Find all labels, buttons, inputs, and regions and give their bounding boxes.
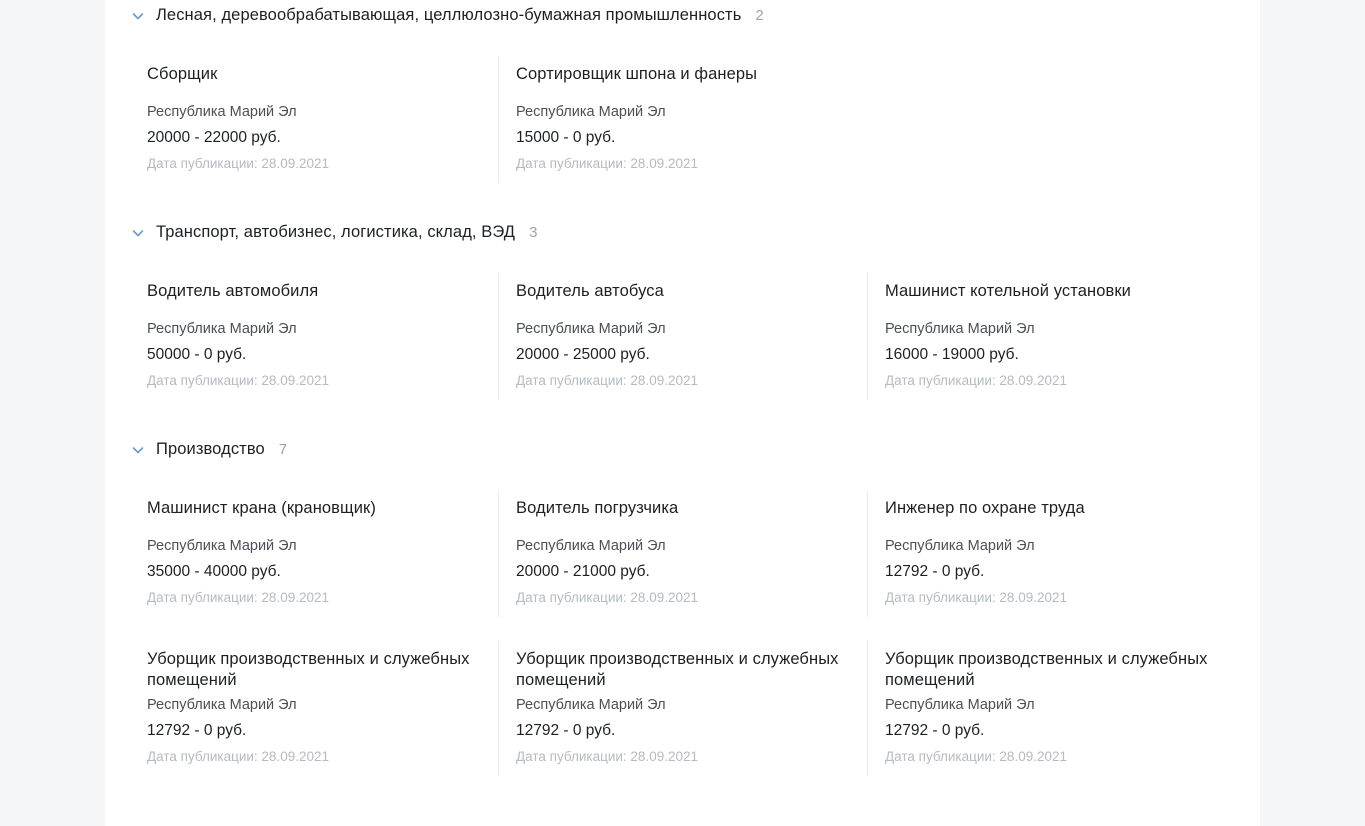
vacancy-grid [129, 44, 1236, 195]
vacancy-card[interactable] [498, 44, 867, 195]
vacancy-salary: 20000 - 22000 руб. [147, 129, 281, 146]
vacancy-card[interactable] [129, 44, 498, 195]
vacancy-region: Республика Марий Эл [885, 697, 1035, 713]
vacancy-card[interactable] [129, 629, 498, 788]
vacancy-card[interactable] [867, 261, 1236, 412]
vacancy-groups [105, 0, 1260, 810]
vacancy-region: Республика Марий Эл [147, 321, 297, 337]
vacancy-card[interactable] [867, 478, 1236, 629]
vacancy-region: Республика Марий Эл [516, 321, 666, 337]
vacancy-group [129, 434, 1236, 810]
vacancy-salary: 12792 - 0 руб. [885, 563, 985, 580]
vacancy-region: Республика Марий Эл [516, 104, 666, 120]
vacancy-title[interactable]: Уборщик производственных и служебных помещений [147, 650, 470, 689]
group-header[interactable] [129, 434, 1236, 464]
vacancy-card[interactable] [867, 629, 1236, 788]
vacancy-date: Дата публикации: 28.09.2021 [885, 749, 1067, 764]
vacancy-salary: 12792 - 0 руб. [516, 722, 616, 739]
group-count: 2 [755, 6, 764, 24]
vacancy-title[interactable]: Уборщик производственных и служебных помещений [516, 650, 839, 689]
vacancy-salary: 35000 - 40000 руб. [147, 563, 281, 580]
group-title: Лесная, деревообрабатывающая, целлюлозно-бумажная промышленность [156, 5, 742, 24]
vacancy-region: Республика Марий Эл [516, 538, 666, 554]
vacancy-card[interactable] [129, 478, 498, 629]
vacancy-region: Республика Марий Эл [147, 104, 297, 120]
vacancy-grid [129, 478, 1236, 788]
vacancy-date: Дата публикации: 28.09.2021 [147, 373, 329, 388]
vacancy-title[interactable]: Инженер по охране труда [885, 499, 1085, 517]
group-title: Транспорт, автобизнес, логистика, склад, ВЭД [156, 222, 516, 241]
vacancy-title[interactable]: Машинист котельной установки [885, 282, 1131, 300]
vacancy-date: Дата публикации: 28.09.2021 [516, 749, 698, 764]
vacancy-title[interactable]: Водитель погрузчика [516, 499, 679, 517]
vacancy-region: Республика Марий Эл [885, 321, 1035, 337]
vacancy-date: Дата публикации: 28.09.2021 [885, 373, 1067, 388]
vacancy-date: Дата публикации: 28.09.2021 [147, 590, 329, 605]
vacancy-region: Республика Марий Эл [147, 538, 297, 554]
vacancy-region: Республика Марий Эл [147, 697, 297, 713]
vacancy-salary: 12792 - 0 руб. [885, 722, 985, 739]
vacancy-date: Дата публикации: 28.09.2021 [885, 590, 1067, 605]
vacancy-title[interactable]: Уборщик производственных и служебных помещений [885, 650, 1208, 689]
vacancy-region: Республика Марий Эл [516, 697, 666, 713]
vacancy-date: Дата публикации: 28.09.2021 [147, 749, 329, 764]
vacancy-title[interactable]: Машинист крана (крановщик) [147, 499, 376, 517]
group-header[interactable] [129, 217, 1236, 247]
vacancy-card[interactable] [129, 261, 498, 412]
group-spacer [129, 195, 1236, 217]
vacancy-group [129, 217, 1236, 434]
group-header[interactable] [129, 0, 1236, 30]
vacancy-salary: 12792 - 0 руб. [147, 722, 247, 739]
chevron-down-icon[interactable] [129, 224, 147, 242]
group-count: 3 [529, 223, 538, 241]
vacancy-region: Республика Марий Эл [885, 538, 1035, 554]
vacancy-salary: 15000 - 0 руб. [516, 129, 616, 146]
vacancy-card[interactable] [498, 629, 867, 788]
group-spacer [129, 788, 1236, 810]
vacancy-date: Дата публикации: 28.09.2021 [147, 156, 329, 171]
vacancy-grid [129, 261, 1236, 412]
chevron-down-icon[interactable] [129, 7, 147, 25]
vacancy-group [129, 0, 1236, 217]
vacancy-salary: 20000 - 21000 руб. [516, 563, 650, 580]
vacancy-salary: 20000 - 25000 руб. [516, 346, 650, 363]
group-count: 7 [278, 440, 288, 458]
chevron-down-icon[interactable] [129, 441, 147, 459]
vacancy-title[interactable]: Водитель автомобиля [147, 282, 319, 300]
vacancy-title[interactable]: Сборщик [147, 65, 218, 83]
vacancy-salary: 16000 - 19000 руб. [885, 346, 1019, 363]
vacancy-card[interactable] [498, 261, 867, 412]
vacancy-title[interactable]: Водитель автобуса [516, 282, 664, 300]
vacancy-date: Дата публикации: 28.09.2021 [516, 373, 698, 388]
vacancy-title[interactable]: Сортировщик шпона и фанеры [516, 65, 758, 83]
vacancy-list-card [105, 0, 1260, 826]
vacancy-salary: 50000 - 0 руб. [147, 346, 247, 363]
vacancy-card[interactable] [498, 478, 867, 629]
group-title: Производство [156, 439, 265, 458]
vacancy-date: Дата публикации: 28.09.2021 [516, 156, 698, 171]
group-spacer [129, 412, 1236, 434]
vacancy-date: Дата публикации: 28.09.2021 [516, 590, 698, 605]
